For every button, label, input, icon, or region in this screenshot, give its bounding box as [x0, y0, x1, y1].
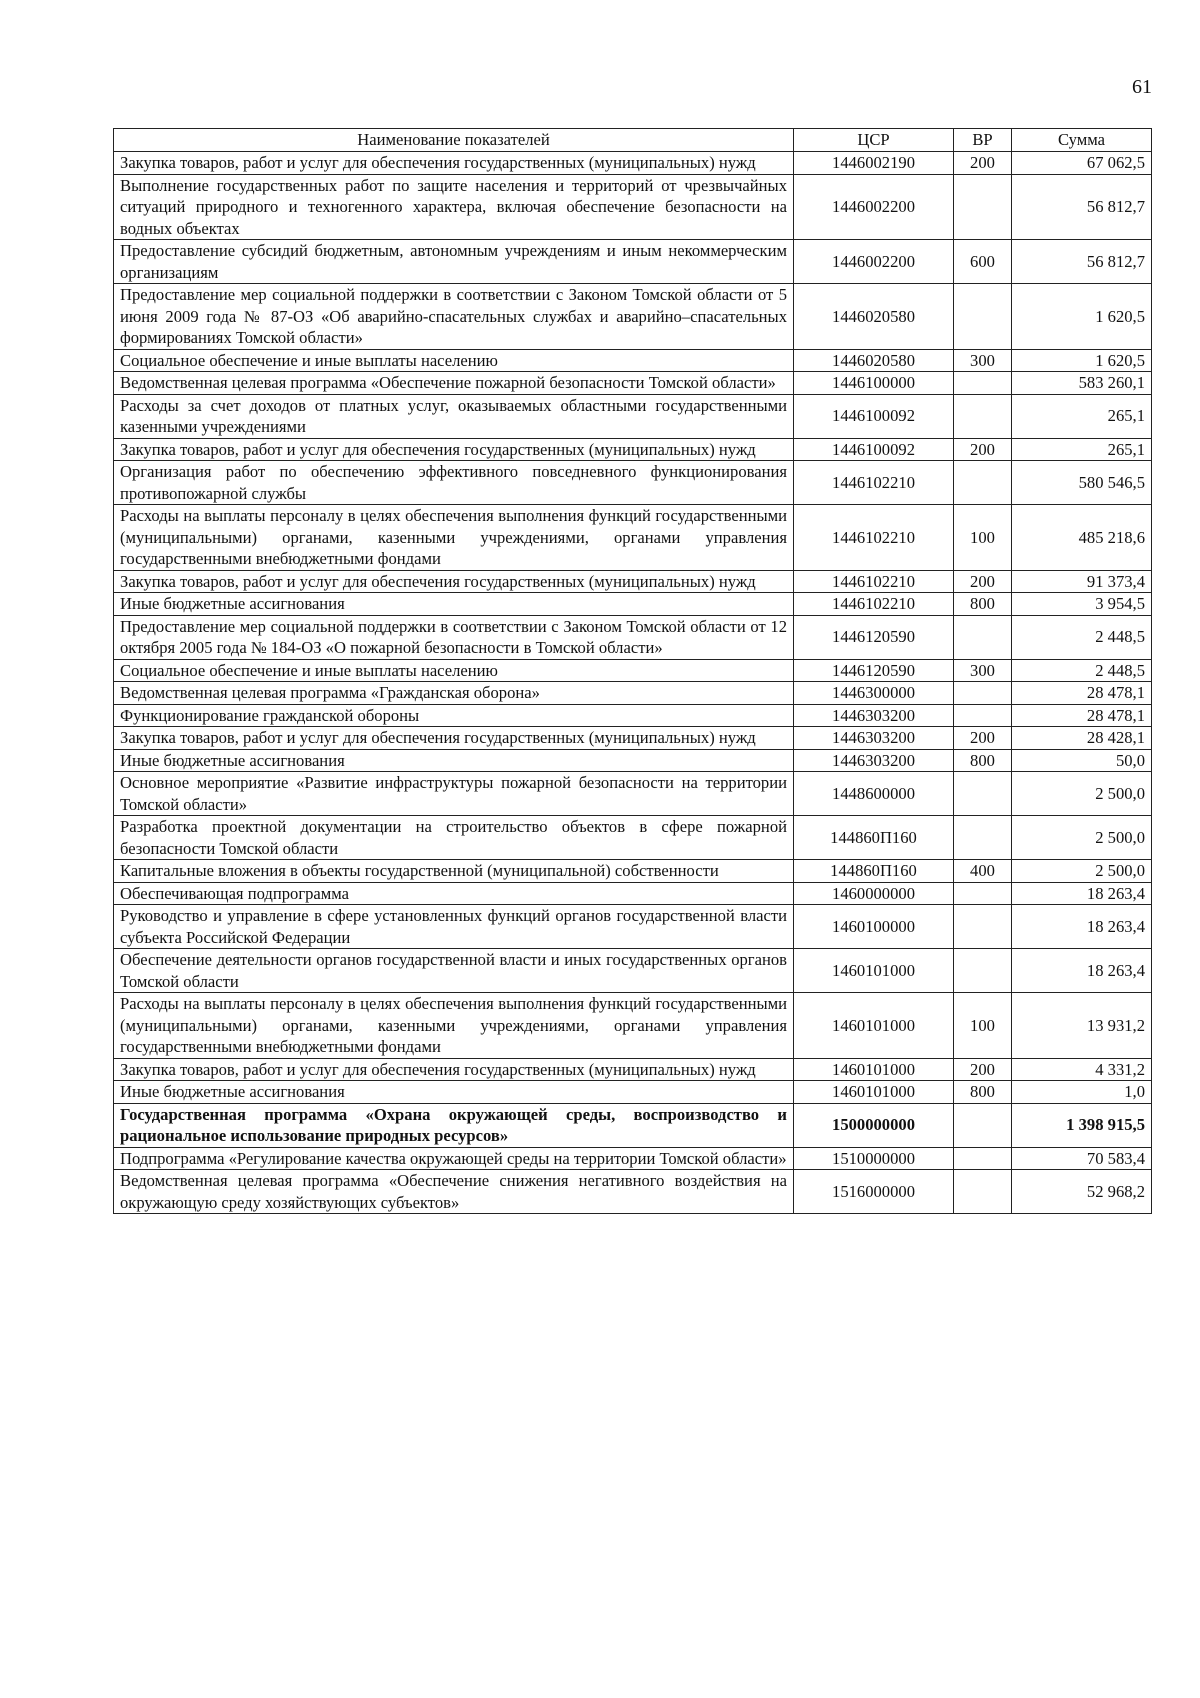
table-row: [114, 593, 1152, 616]
header-vr: ВР: [954, 129, 1012, 152]
cell-sum: 56 812,7: [1012, 174, 1152, 240]
cell-sum: 2 500,0: [1012, 860, 1152, 883]
table-row: [114, 749, 1152, 772]
table-body: [114, 152, 1152, 1214]
cell-csr: 1446102210: [794, 570, 954, 593]
table-row: [114, 152, 1152, 175]
cell-sum: 4 331,2: [1012, 1058, 1152, 1081]
cell-vr: [954, 174, 1012, 240]
cell-csr: 1460101000: [794, 949, 954, 993]
cell-name: Иные бюджетные ассигнования: [114, 1081, 794, 1104]
cell-sum: 52 968,2: [1012, 1170, 1152, 1214]
cell-name: Социальное обеспечение и иные выплаты населению: [114, 659, 794, 682]
cell-name: Выполнение государственных работ по защите населения и территорий от чрезвычайных ситуаций природного и техногенного характера, включая обеспечение безопасности на водных объектах: [114, 174, 794, 240]
cell-name: Иные бюджетные ассигнования: [114, 593, 794, 616]
cell-sum: 50,0: [1012, 749, 1152, 772]
cell-sum: 485 218,6: [1012, 505, 1152, 571]
cell-csr: 1446120590: [794, 615, 954, 659]
cell-name: Ведомственная целевая программа «Обеспечение снижения негативного воздействия на окружающую среду хозяйствующих субъектов»: [114, 1170, 794, 1214]
table-row: [114, 882, 1152, 905]
cell-csr: 1460101000: [794, 993, 954, 1059]
cell-csr: 1446102210: [794, 461, 954, 505]
cell-sum: 28 428,1: [1012, 727, 1152, 750]
cell-vr: [954, 704, 1012, 727]
cell-name: Социальное обеспечение и иные выплаты населению: [114, 349, 794, 372]
cell-name: Руководство и управление в сфере установленных функций органов государственной власти субъекта Российской Федерации: [114, 905, 794, 949]
cell-name: Иные бюджетные ассигнования: [114, 749, 794, 772]
cell-vr: 200: [954, 438, 1012, 461]
cell-csr: 1446100000: [794, 372, 954, 395]
table-row: [114, 1058, 1152, 1081]
cell-csr: 1446002200: [794, 174, 954, 240]
cell-name: Подпрограмма «Регулирование качества окружающей среды на территории Томской области»: [114, 1147, 794, 1170]
cell-name: Закупка товаров, работ и услуг для обеспечения государственных (муниципальных) нужд: [114, 1058, 794, 1081]
header-sum: Сумма: [1012, 129, 1152, 152]
cell-name: Закупка товаров, работ и услуг для обеспечения государственных (муниципальных) нужд: [114, 438, 794, 461]
cell-csr: 1446300000: [794, 682, 954, 705]
cell-csr: 1460101000: [794, 1081, 954, 1104]
table-row: [114, 682, 1152, 705]
cell-csr: 1510000000: [794, 1147, 954, 1170]
cell-vr: [954, 372, 1012, 395]
cell-csr: 1446002200: [794, 240, 954, 284]
cell-sum: 580 546,5: [1012, 461, 1152, 505]
table-row: [114, 772, 1152, 816]
table-row: [114, 949, 1152, 993]
cell-sum: 3 954,5: [1012, 593, 1152, 616]
cell-csr: 1446020580: [794, 284, 954, 350]
cell-sum: 265,1: [1012, 394, 1152, 438]
table-header-row: [114, 129, 1152, 152]
cell-sum: 56 812,7: [1012, 240, 1152, 284]
cell-csr: 1446303200: [794, 727, 954, 750]
cell-vr: [954, 394, 1012, 438]
table-row: [114, 860, 1152, 883]
table-row: [114, 394, 1152, 438]
cell-csr: 1446102210: [794, 505, 954, 571]
cell-csr: 1446303200: [794, 704, 954, 727]
cell-name: Закупка товаров, работ и услуг для обеспечения государственных (муниципальных) нужд: [114, 727, 794, 750]
table-row: [114, 570, 1152, 593]
cell-csr: 1446100092: [794, 438, 954, 461]
cell-sum: 1,0: [1012, 1081, 1152, 1104]
cell-vr: 200: [954, 727, 1012, 750]
cell-vr: 300: [954, 659, 1012, 682]
header-name: Наименование показателей: [114, 129, 794, 152]
cell-vr: [954, 461, 1012, 505]
table-row: [114, 438, 1152, 461]
cell-sum: 67 062,5: [1012, 152, 1152, 175]
cell-sum: 28 478,1: [1012, 704, 1152, 727]
cell-vr: 200: [954, 570, 1012, 593]
cell-name: Закупка товаров, работ и услуг для обеспечения государственных (муниципальных) нужд: [114, 152, 794, 175]
table-row: [114, 816, 1152, 860]
cell-sum: 2 500,0: [1012, 816, 1152, 860]
cell-csr: 1446303200: [794, 749, 954, 772]
budget-table: [113, 128, 1152, 1214]
cell-name: Ведомственная целевая программа «Обеспечение пожарной безопасности Томской области»: [114, 372, 794, 395]
cell-name: Расходы на выплаты персоналу в целях обеспечения выполнения функций государственными (муниципальными) органами, казенными учреждениями, органами управления государственными внебюджетными фондами: [114, 505, 794, 571]
header-csr: ЦСР: [794, 129, 954, 152]
cell-name: Расходы на выплаты персоналу в целях обеспечения выполнения функций государственными (муниципальными) органами, казенными учреждениями, органами управления государственными внебюджетными фондами: [114, 993, 794, 1059]
cell-vr: [954, 905, 1012, 949]
table-row: [114, 372, 1152, 395]
cell-sum: 18 263,4: [1012, 882, 1152, 905]
cell-sum: 2 500,0: [1012, 772, 1152, 816]
table-row: [114, 174, 1152, 240]
table-row: [114, 349, 1152, 372]
cell-name: Функционирование гражданской обороны: [114, 704, 794, 727]
cell-sum: 1 620,5: [1012, 349, 1152, 372]
cell-sum: 13 931,2: [1012, 993, 1152, 1059]
cell-vr: 800: [954, 593, 1012, 616]
cell-csr: 144860П160: [794, 816, 954, 860]
table-row: [114, 993, 1152, 1059]
cell-sum: 2 448,5: [1012, 615, 1152, 659]
cell-sum: 583 260,1: [1012, 372, 1152, 395]
table-row: [114, 461, 1152, 505]
cell-vr: [954, 772, 1012, 816]
cell-csr: 1460000000: [794, 882, 954, 905]
table-row: [114, 1170, 1152, 1214]
cell-vr: [954, 284, 1012, 350]
cell-vr: [954, 615, 1012, 659]
cell-sum: 18 263,4: [1012, 905, 1152, 949]
cell-vr: 300: [954, 349, 1012, 372]
cell-csr: 1500000000: [794, 1103, 954, 1147]
cell-csr: 1516000000: [794, 1170, 954, 1214]
cell-name: Расходы за счет доходов от платных услуг, оказываемых областными государственными казенными учреждениями: [114, 394, 794, 438]
table-row: [114, 704, 1152, 727]
table-row: [114, 505, 1152, 571]
cell-vr: 600: [954, 240, 1012, 284]
cell-csr: 1446100092: [794, 394, 954, 438]
cell-vr: [954, 1147, 1012, 1170]
table-row: [114, 615, 1152, 659]
cell-name: Капитальные вложения в объекты государственной (муниципальной) собственности: [114, 860, 794, 883]
cell-name: Ведомственная целевая программа «Гражданская оборона»: [114, 682, 794, 705]
cell-name: Предоставление мер социальной поддержки в соответствии с Законом Томской области от 12 октября 2005 года № 184-ОЗ «О пожарной безопасности в Томской области»: [114, 615, 794, 659]
cell-name: Предоставление мер социальной поддержки в соответствии с Законом Томской области от 5 июня 2009 года № 87-ОЗ «Об аварийно-спасательных службах и аварийно–спасательных формированиях Томской области»: [114, 284, 794, 350]
cell-csr: 1448600000: [794, 772, 954, 816]
cell-csr: 1446102210: [794, 593, 954, 616]
cell-vr: 400: [954, 860, 1012, 883]
cell-sum: 91 373,4: [1012, 570, 1152, 593]
cell-vr: [954, 1170, 1012, 1214]
cell-sum: 18 263,4: [1012, 949, 1152, 993]
table-row: [114, 1081, 1152, 1104]
cell-name: Закупка товаров, работ и услуг для обеспечения государственных (муниципальных) нужд: [114, 570, 794, 593]
table-row: [114, 659, 1152, 682]
cell-csr: 1446002190: [794, 152, 954, 175]
cell-csr: 1446020580: [794, 349, 954, 372]
cell-name: Обеспечивающая подпрограмма: [114, 882, 794, 905]
cell-sum: 1 620,5: [1012, 284, 1152, 350]
cell-vr: 800: [954, 1081, 1012, 1104]
cell-vr: [954, 682, 1012, 705]
cell-name: Государственная программа «Охрана окружающей среды, воспроизводство и рациональное использование природных ресурсов»: [114, 1103, 794, 1147]
cell-name: Предоставление субсидий бюджетным, автономным учреждениям и иным некоммерческим организациям: [114, 240, 794, 284]
cell-name: Обеспечение деятельности органов государственной власти и иных государственных органов Томской области: [114, 949, 794, 993]
table-row: [114, 1147, 1152, 1170]
cell-csr: 1446120590: [794, 659, 954, 682]
cell-sum: 2 448,5: [1012, 659, 1152, 682]
cell-sum: 70 583,4: [1012, 1147, 1152, 1170]
cell-vr: 800: [954, 749, 1012, 772]
cell-name: Организация работ по обеспечению эффективного повседневного функционирования противопожарной службы: [114, 461, 794, 505]
cell-sum: 28 478,1: [1012, 682, 1152, 705]
page-number: 61: [1132, 76, 1152, 98]
table-row: [114, 240, 1152, 284]
cell-vr: [954, 1103, 1012, 1147]
cell-vr: 100: [954, 993, 1012, 1059]
cell-vr: 200: [954, 1058, 1012, 1081]
cell-sum: 265,1: [1012, 438, 1152, 461]
cell-csr: 1460101000: [794, 1058, 954, 1081]
cell-csr: 144860П160: [794, 860, 954, 883]
table-row: [114, 905, 1152, 949]
cell-vr: [954, 882, 1012, 905]
cell-vr: [954, 816, 1012, 860]
table-row: [114, 1103, 1152, 1147]
cell-name: Основное мероприятие «Развитие инфраструктуры пожарной безопасности на территории Томской области»: [114, 772, 794, 816]
cell-vr: 200: [954, 152, 1012, 175]
cell-name: Разработка проектной документации на строительство объектов в сфере пожарной безопасности Томской области: [114, 816, 794, 860]
cell-vr: 100: [954, 505, 1012, 571]
table-row: [114, 284, 1152, 350]
cell-vr: [954, 949, 1012, 993]
table-row: [114, 727, 1152, 750]
cell-csr: 1460100000: [794, 905, 954, 949]
cell-sum: 1 398 915,5: [1012, 1103, 1152, 1147]
